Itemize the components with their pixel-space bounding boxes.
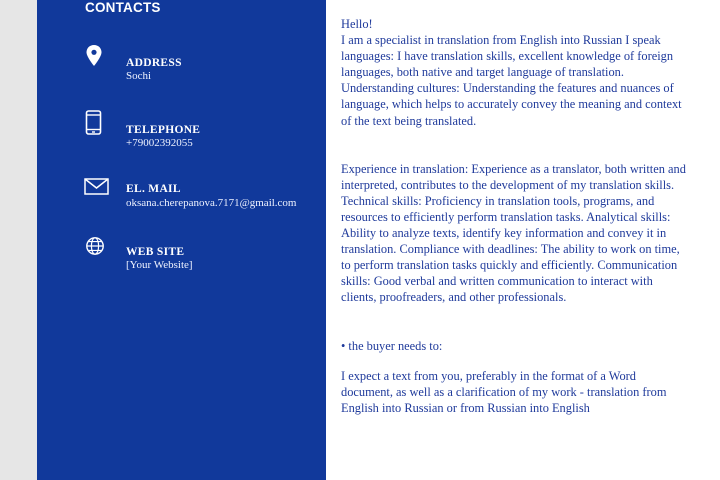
globe-icon — [85, 236, 107, 260]
main-content — [341, 16, 691, 416]
intro-paragraph: Hello! I am a specialist in translation from English into Russian I speak languages: I have translation skills, excellent knowledge of foreign languages, both native and target language of translation. Understanding cultures: Understanding the features and nuances of language, which helps to accurately convey the meaning and context of the text being translated. — [341, 17, 682, 128]
contacts-sidebar — [37, 0, 326, 480]
contact-address-value: Sochi — [126, 70, 152, 82]
contact-email-value: oksana.cherepanova.7171@gmail.com — [126, 197, 297, 209]
contact-website-value: [Your Website] — [126, 259, 193, 271]
phone-icon — [83, 110, 105, 134]
contact-address — [37, 44, 326, 84]
contact-address-label: ADDRESS — [126, 57, 182, 69]
contact-email-label: EL. MAIL — [126, 183, 181, 195]
contact-email — [37, 176, 326, 216]
contacts-title: CONTACTS — [85, 0, 161, 15]
buyer-needs-heading: • the buyer needs to: — [341, 338, 443, 353]
location-pin-icon — [83, 44, 105, 68]
mail-icon — [84, 178, 106, 202]
contact-telephone-label: TELEPHONE — [126, 124, 201, 136]
contact-website-label: WEB SITE — [126, 246, 185, 258]
buyer-expectation-paragraph: I expect a text from you, preferably in the format of a Word document, as well as a clarification of my work - translation from English into Russian or from Russian into English — [341, 368, 667, 415]
contact-telephone-value: +79002392055 — [126, 137, 193, 149]
experience-paragraph: Experience in translation: Experience as a translator, both written and interpreted, contributes to the development of my translation skills. Technical skills: Proficiency in translation tools, programs, and resources to efficiently perform translation tasks. Analytical skills: Ability to analyze texts, identify key information and convey it in translation. Compliance with deadlines: The ability to work on time, to perform translation tasks quickly and efficiently. Communication skills: Good verbal and written communication to interact with clients, proofreaders, and other professionals. — [341, 161, 686, 305]
contact-website — [37, 236, 326, 276]
contact-telephone — [37, 110, 326, 150]
